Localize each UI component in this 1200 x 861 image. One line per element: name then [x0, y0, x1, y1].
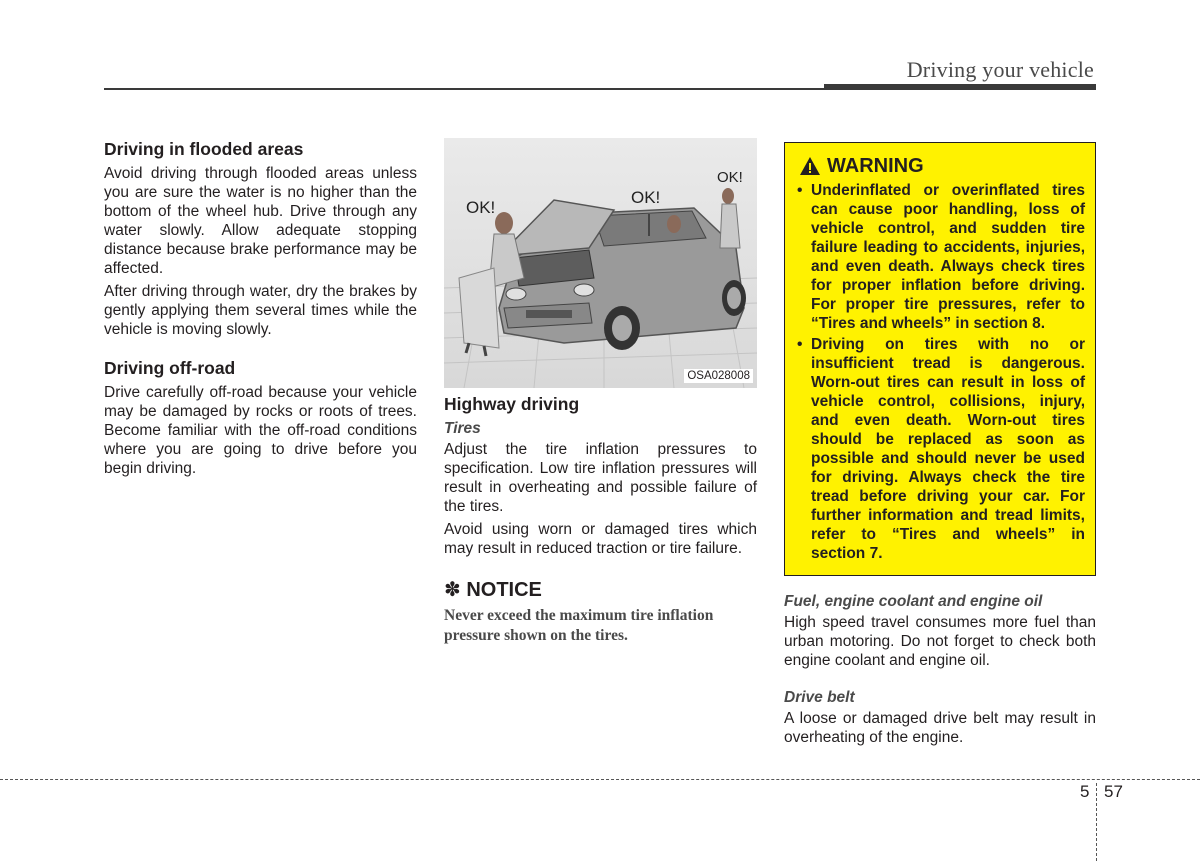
car-illustration [444, 138, 757, 388]
warning-item [793, 181, 1085, 333]
page-header-title: Driving your vehicle [906, 57, 1094, 82]
column-right [784, 142, 1096, 751]
notice-heading: ✽ NOTICE [444, 579, 542, 601]
subsection-tires: Tires [444, 420, 481, 437]
paragraph-tires-2: Avoid using worn or damaged tires which may result in reduced traction or tire failure. [444, 521, 757, 557]
page-number: 57 [1104, 782, 1123, 801]
footer-rule [0, 779, 1200, 780]
warning-heading [793, 153, 1085, 179]
subsection-drive-belt: Drive belt [784, 689, 855, 706]
warning-list [793, 181, 1085, 563]
section-title-offroad: Driving off-road [104, 358, 236, 378]
section-number: 5 [1080, 782, 1090, 801]
section-title-flooded: Driving in flooded areas [104, 139, 304, 159]
ok-label-1: OK! [466, 198, 496, 217]
figure-code: OSA028008 [684, 369, 753, 383]
header-rule [104, 88, 824, 90]
warning-triangle-icon [799, 156, 821, 176]
warning-title: WARNING [827, 155, 924, 177]
paragraph-tires-1: Adjust the tire inflation pressures to specification. Low tire inflation pressures will result in overheating and possible failure of the tires. [444, 441, 757, 515]
notice-text: Never exceed the maximum tire inflation pressure shown on the tires. [444, 607, 714, 644]
warning-item-text: Driving on tires with no or insufficient tread is dangerous. Worn-out tires can result in loss of vehicle control, collisions, injury, and even death. Worn-out tires should be replaced as soon as possible and should never be used for driving. Always check the tire tread before driving your car. For further information and tread limits, refer to “Tires and wheels” in section 7. [811, 336, 1085, 562]
column-left [104, 138, 417, 482]
paragraph-flooded-2: After driving through water, dry the brakes by gently applying them several times while the vehicle is moving slowly. [104, 283, 417, 338]
paragraph-offroad: Drive carefully off-road because your vehicle may be damaged by rocks or roots of trees. Become familiar with the off-road conditions where you are going to drive before you begin driving. [104, 384, 417, 477]
ok-label-2: OK! [631, 188, 661, 207]
footer-divider [1096, 783, 1097, 861]
header-rule-accent [824, 84, 1096, 90]
paragraph-drive-belt: A loose or damaged drive belt may result in overheating of the engine. [784, 710, 1096, 746]
paragraph-flooded-1: Avoid driving through flooded areas unless you are sure the water is no higher than the bottom of the wheel hub. Drive through any water slowly. Allow adequate stopping distance because brake performance may be affected. [104, 165, 417, 277]
illustration-car-hood-open [444, 138, 757, 388]
bullet: • [797, 182, 803, 199]
warning-box [784, 142, 1096, 576]
warning-item-text: Underinflated or overinflated tires can cause poor handling, loss of vehicle control, and sudden tire failure leading to accidents, injuries, and even death. Always check tires for proper inflation before driving. For proper tire pressures, refer to “Tires and wheels” in section 8. [811, 182, 1085, 332]
bullet: • [797, 336, 803, 353]
subsection-fuel: Fuel, engine coolant and engine oil [784, 593, 1043, 610]
ok-label-3: OK! [717, 169, 743, 186]
paragraph-fuel: High speed travel consumes more fuel than urban motoring. Do not forget to check both engine coolant and engine oil. [784, 614, 1096, 669]
section-title-highway: Highway driving [444, 394, 580, 414]
column-middle [444, 138, 757, 646]
warning-item [793, 335, 1085, 563]
